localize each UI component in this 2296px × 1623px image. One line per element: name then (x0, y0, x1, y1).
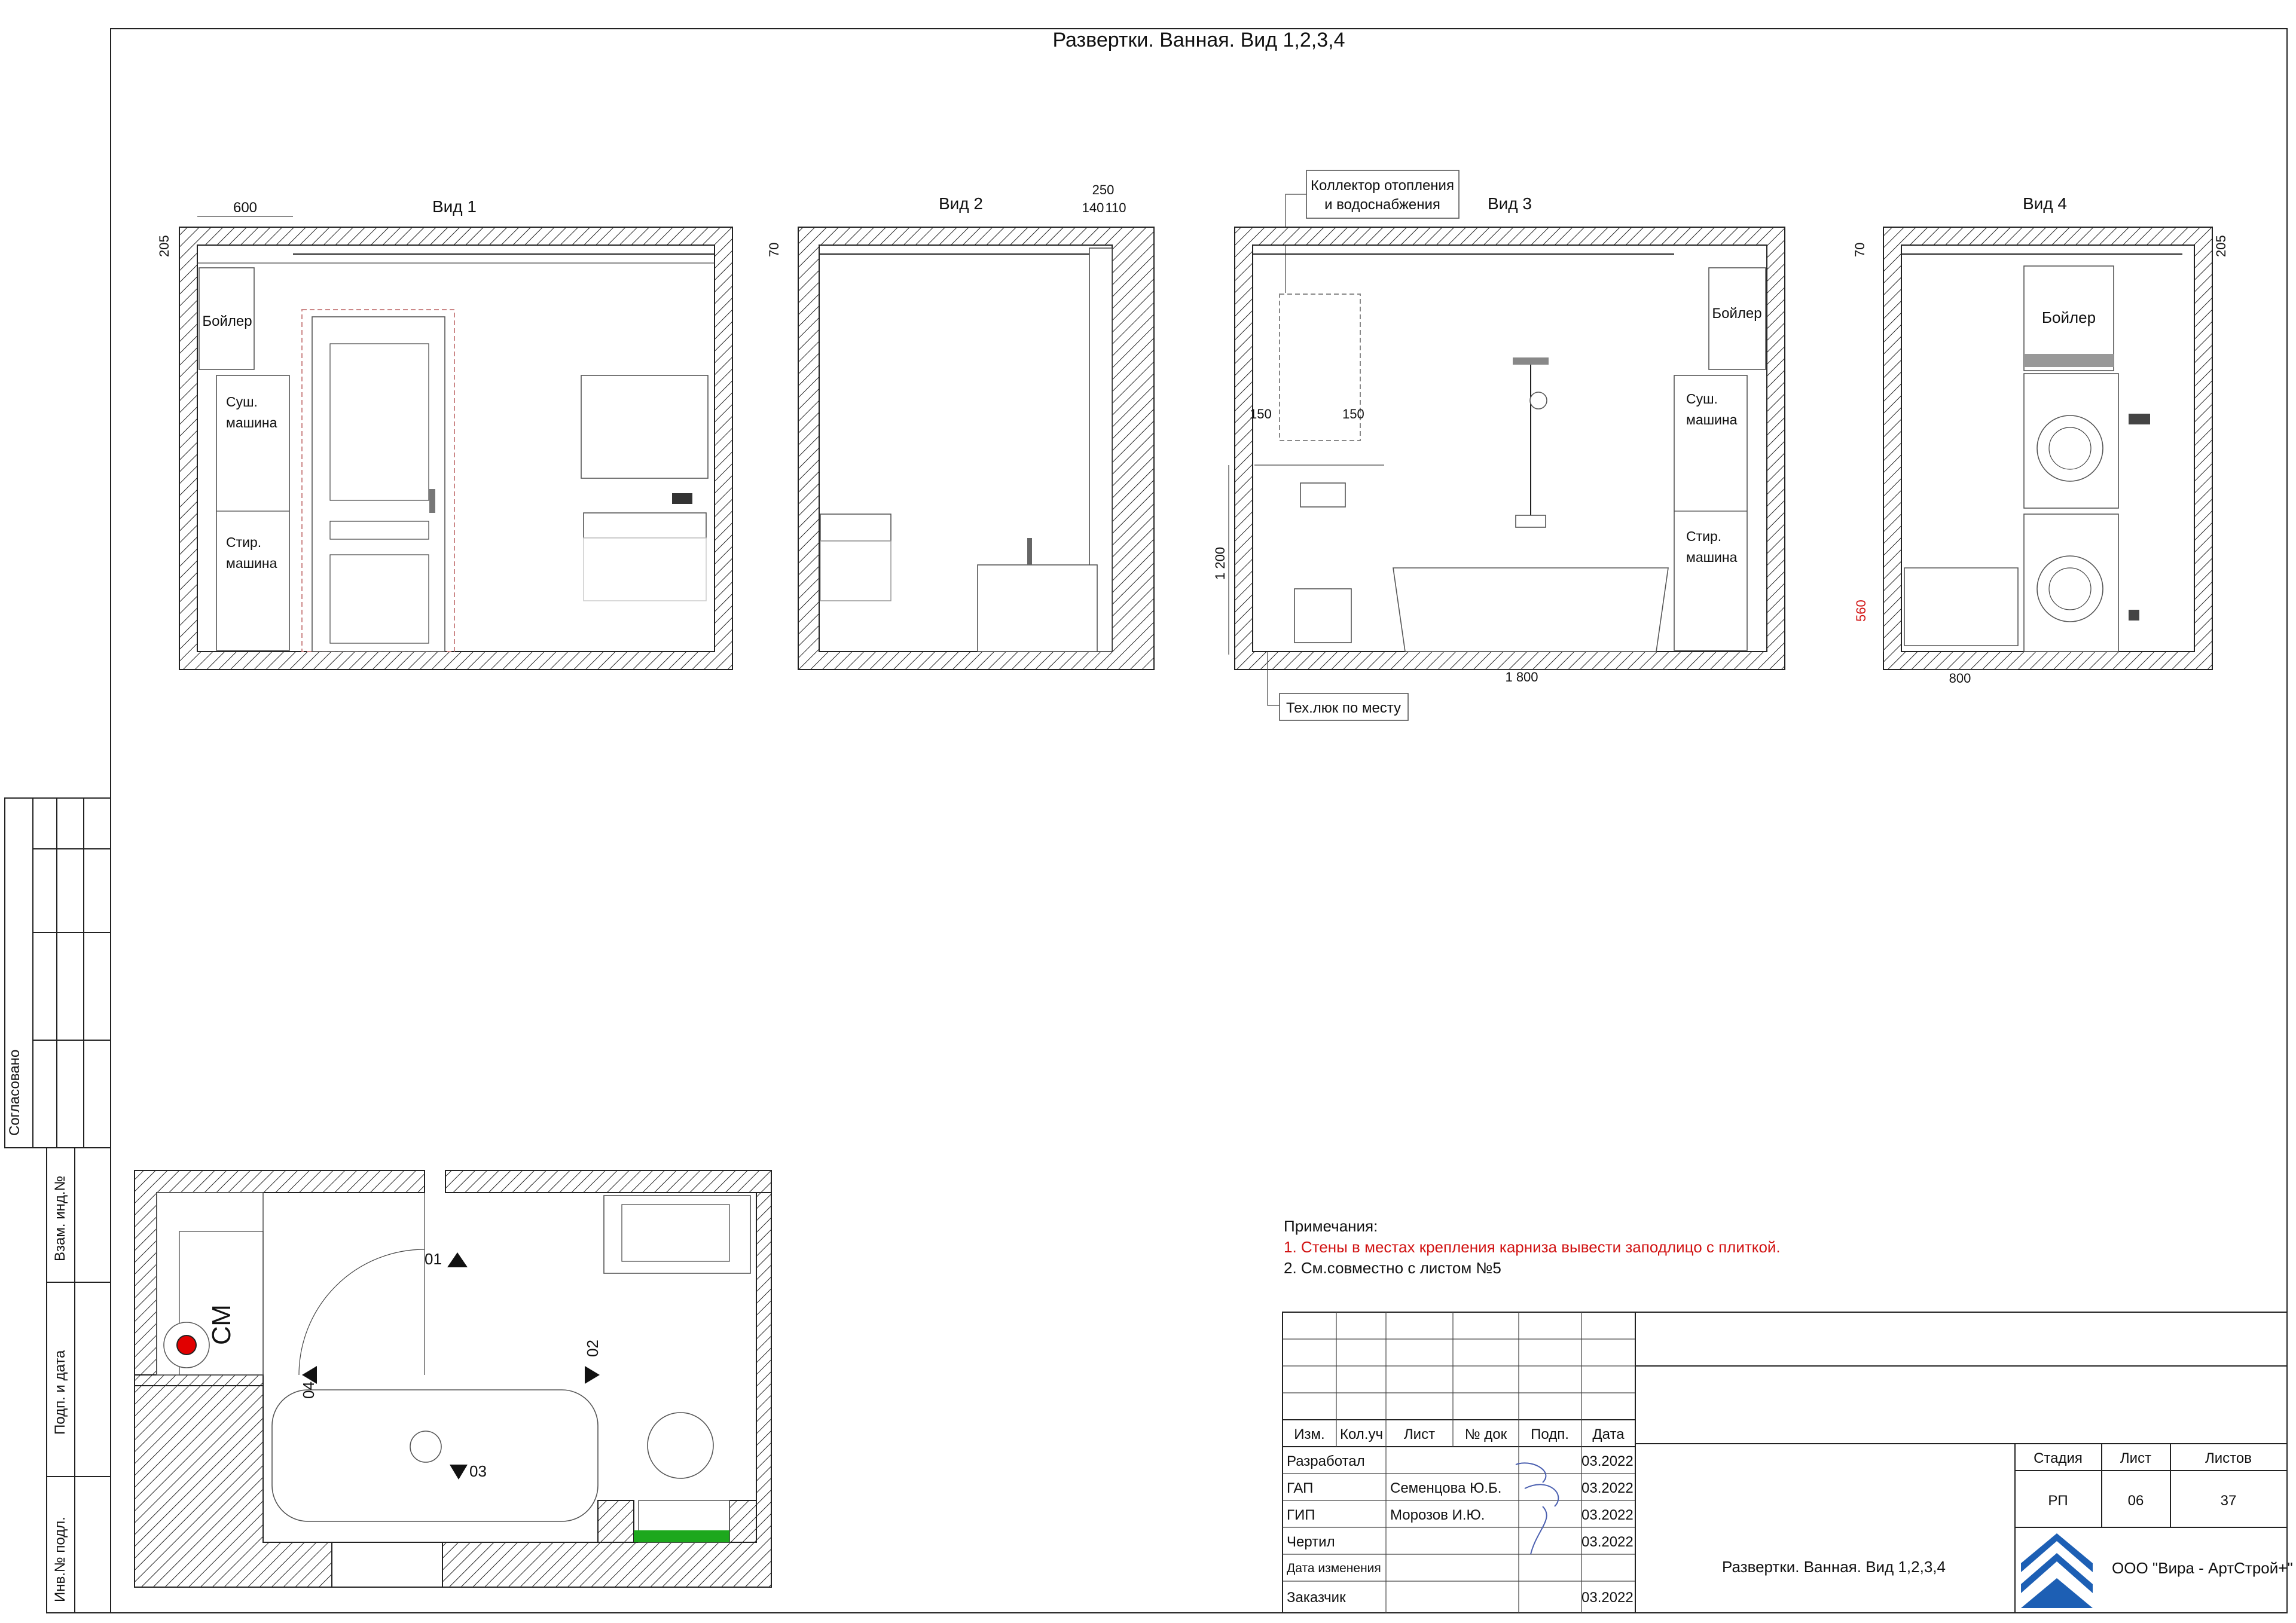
svg-text:Заказчик: Заказчик (1287, 1590, 1346, 1606)
view-3-dim-1200: 1 200 (1213, 546, 1228, 580)
svg-text:03.2022: 03.2022 (1581, 1453, 1634, 1469)
svg-text:Изм.: Изм. (1294, 1426, 1325, 1442)
view-2-dim-250: 250 (1092, 182, 1115, 197)
view-4-dim-205: 205 (2213, 235, 2228, 257)
plan-cm-label: СМ (207, 1304, 236, 1345)
plan-marker-01: 01 (425, 1250, 442, 1268)
view-3-title: Вид 3 (1487, 194, 1532, 213)
podp-label: Подп. и дата (52, 1350, 68, 1435)
signature (1516, 1463, 1558, 1554)
view-1-dim-205: 205 (157, 235, 172, 257)
svg-text:03.2022: 03.2022 (1581, 1480, 1634, 1496)
view-4-dim-560: 560 (1854, 600, 1868, 622)
sheet-frame (111, 29, 2287, 1613)
view-3-boiler: Бойлер (1712, 305, 1762, 322)
svg-text:Стадия: Стадия (2034, 1450, 2083, 1466)
view-1-title: Вид 1 (432, 197, 477, 216)
view-4-boiler: Бойлер (2041, 308, 2096, 326)
plan-marker-02: 02 (584, 1340, 602, 1357)
svg-text:Стир.: Стир. (226, 534, 262, 550)
svg-text:РП: РП (2048, 1493, 2068, 1509)
view-3 (1213, 170, 1785, 720)
svg-text:Морозов И.Ю.: Морозов И.Ю. (1390, 1507, 1485, 1523)
floor-plan (135, 1170, 771, 1587)
sheet-title: Развертки. Ванная. Вид 1,2,3,4 (1052, 29, 1345, 51)
view-1-boiler: Бойлер (202, 313, 252, 329)
view-3-dim-150a: 150 (1250, 406, 1272, 421)
view-4 (1852, 194, 2228, 686)
view-2-title: Вид 2 (938, 194, 984, 213)
view-4-title: Вид 4 (2022, 194, 2068, 213)
svg-text:Разработал: Разработал (1287, 1453, 1365, 1469)
company-logo (2020, 1530, 2095, 1608)
view-2-dim-70: 70 (767, 242, 781, 257)
svg-text:03.2022: 03.2022 (1581, 1534, 1634, 1550)
svg-text:и водоснабжения: и водоснабжения (1324, 197, 1440, 213)
view-2-dim-140: 140 (1082, 200, 1104, 215)
view-1-dim-600: 600 (233, 200, 258, 216)
stamp-doc-title: Развертки. Ванная. Вид 1,2,3,4 (1722, 1558, 1946, 1576)
svg-text:машина: машина (226, 555, 277, 571)
svg-text:Лист: Лист (1403, 1426, 1436, 1442)
svg-text:машина: машина (1686, 412, 1738, 427)
svg-text:ГИП: ГИП (1287, 1507, 1315, 1523)
svg-text:Суш.: Суш. (226, 394, 258, 409)
svg-text:Дата изменения: Дата изменения (1287, 1561, 1381, 1575)
svg-text:Листов: Листов (2205, 1450, 2252, 1466)
view-4-dim-70: 70 (1852, 242, 1867, 257)
svg-text:машина: машина (226, 415, 277, 430)
view-3-tech-hatch: Тех.люк по месту (1286, 700, 1402, 716)
view-3-dim-150b: 150 (1342, 406, 1364, 421)
svg-text:ГАП: ГАП (1287, 1480, 1314, 1496)
svg-text:Дата: Дата (1592, 1426, 1625, 1442)
svg-text:Лист: Лист (2120, 1450, 2152, 1466)
svg-text:Коллектор отопления: Коллектор отопления (1311, 178, 1454, 194)
svg-text:Чертил: Чертил (1287, 1534, 1335, 1550)
view-2-dim-110: 110 (1105, 200, 1126, 215)
note-1: 1. Стены в местах крепления карниза вывести заподлицо с плиткой. (1284, 1238, 1781, 1256)
view-1 (157, 197, 732, 670)
svg-text:Кол.уч: Кол.уч (1340, 1426, 1383, 1442)
vzam-label: Взам. инд.№ (52, 1175, 68, 1261)
svg-text:Подп.: Подп. (1531, 1426, 1569, 1442)
view-3-dim-1800: 1 800 (1505, 670, 1538, 684)
note-2: 2. См.совместно с листом №5 (1284, 1259, 1501, 1277)
plan-marker-03: 03 (469, 1462, 487, 1480)
notes (1284, 1217, 1781, 1277)
svg-text:03.2022: 03.2022 (1581, 1590, 1634, 1606)
notes-title: Примечания: (1284, 1217, 1378, 1235)
company-name: ООО "Вира - АртСтрой+" (2112, 1559, 2293, 1577)
svg-text:37: 37 (2220, 1493, 2237, 1509)
svg-text:Семенцова Ю.Б.: Семенцова Ю.Б. (1390, 1480, 1502, 1496)
inv-label: Инв.№ подл. (52, 1517, 68, 1602)
left-margin-table (5, 798, 111, 1613)
title-block (1283, 1312, 2293, 1613)
view-2 (767, 182, 1154, 670)
view-4-dim-800: 800 (1949, 671, 1971, 686)
svg-text:03.2022: 03.2022 (1581, 1507, 1634, 1523)
plan-marker-04: 04 (300, 1381, 317, 1399)
svg-text:06: 06 (2127, 1493, 2144, 1509)
svg-text:№ док: № док (1464, 1426, 1507, 1442)
svg-text:Стир.: Стир. (1686, 528, 1722, 544)
soglasovano-label: Согласовано (7, 1049, 23, 1136)
svg-text:машина: машина (1686, 549, 1738, 565)
svg-text:Суш.: Суш. (1686, 391, 1718, 406)
